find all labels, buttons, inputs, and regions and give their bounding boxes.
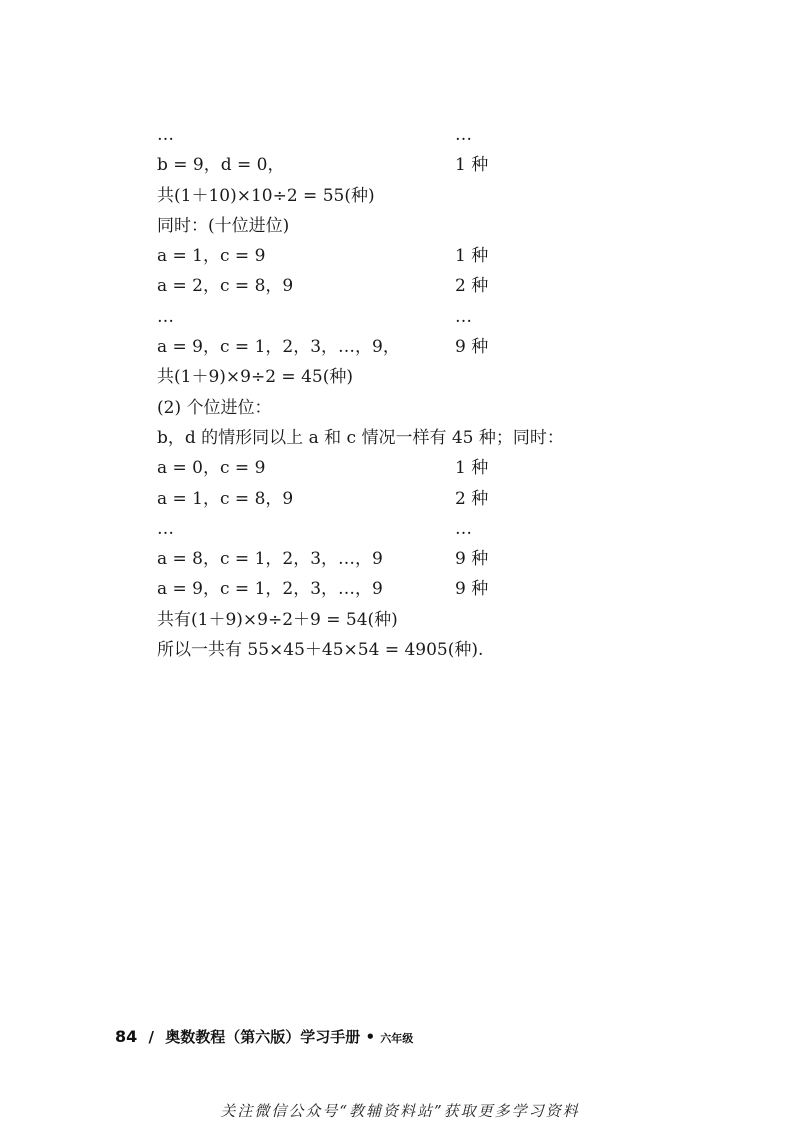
line-expression: a = 2，c = 8，9 [157,276,294,297]
line-count: 9 种 [455,579,489,600]
line-expression: 共(1＋10)×10÷2 = 55(种) [157,185,375,206]
solution-line [157,484,697,514]
line-expression: 共(1＋9)×9÷2 = 45(种) [157,367,353,388]
solution-line [157,241,697,271]
solution-line [157,453,697,483]
line-count: 2 种 [455,488,489,509]
footer-dot: • [365,1028,376,1046]
line-expression: a = 8，c = 1，2，3，…，9 [157,549,383,570]
book-title: 奥数教程（第六版）学习手册 [165,1028,361,1046]
line-expression: 所以一共有 55×45＋45×54 = 4905(种). [157,640,484,661]
line-count: 1 种 [455,458,489,479]
solution-body [157,120,697,665]
grade-label: 六年级 [380,1032,414,1045]
line-expression: b，d 的情形同以上 a 和 c 情况一样有 45 种；同时： [157,427,564,448]
line-count: 2 种 [455,276,489,297]
solution-line [157,605,697,635]
line-expression: 共有(1＋9)×9÷2＋9 = 54(种) [157,609,398,630]
line-expression: a = 1，c = 8，9 [157,488,294,509]
solution-line [157,181,697,211]
line-expression: … [157,125,174,145]
line-count: … [455,518,472,539]
line-expression: a = 0，c = 9 [157,458,266,479]
line-count: 1 种 [455,155,489,176]
line-expression: … [157,306,174,327]
line-count: 9 种 [455,337,489,358]
solution-line [157,302,697,332]
line-count: … [455,306,472,327]
line-count: 9 种 [455,549,489,570]
solution-line [157,514,697,544]
watermark-text: 关注微信公众号“教辅资料站”获取更多学习资料 [220,1102,580,1120]
line-expression: (2) 个位进位： [157,397,272,418]
solution-line [157,423,697,453]
solution-line [157,544,697,574]
solution-line [157,211,697,241]
solution-line [157,332,697,362]
solution-line [157,120,697,150]
solution-line [157,393,697,423]
solution-line [157,574,697,604]
page-footer [115,1026,413,1047]
line-expression: a = 1，c = 9 [157,246,266,267]
solution-line [157,635,697,665]
line-expression: 同时：(十位进位) [157,215,290,236]
solution-line [157,362,697,392]
line-expression: … [157,518,174,539]
line-expression: a = 9，c = 1，2，3，…，9 [157,579,383,600]
solution-line [157,150,697,180]
page-number: 84 [115,1027,138,1046]
solution-line [157,271,697,301]
footer-separator: / [148,1028,154,1046]
line-expression: b = 9，d = 0， [157,155,285,176]
line-count: 1 种 [455,246,489,267]
line-expression: a = 9，c = 1，2，3，…，9， [157,337,400,358]
line-count: … [455,125,472,145]
